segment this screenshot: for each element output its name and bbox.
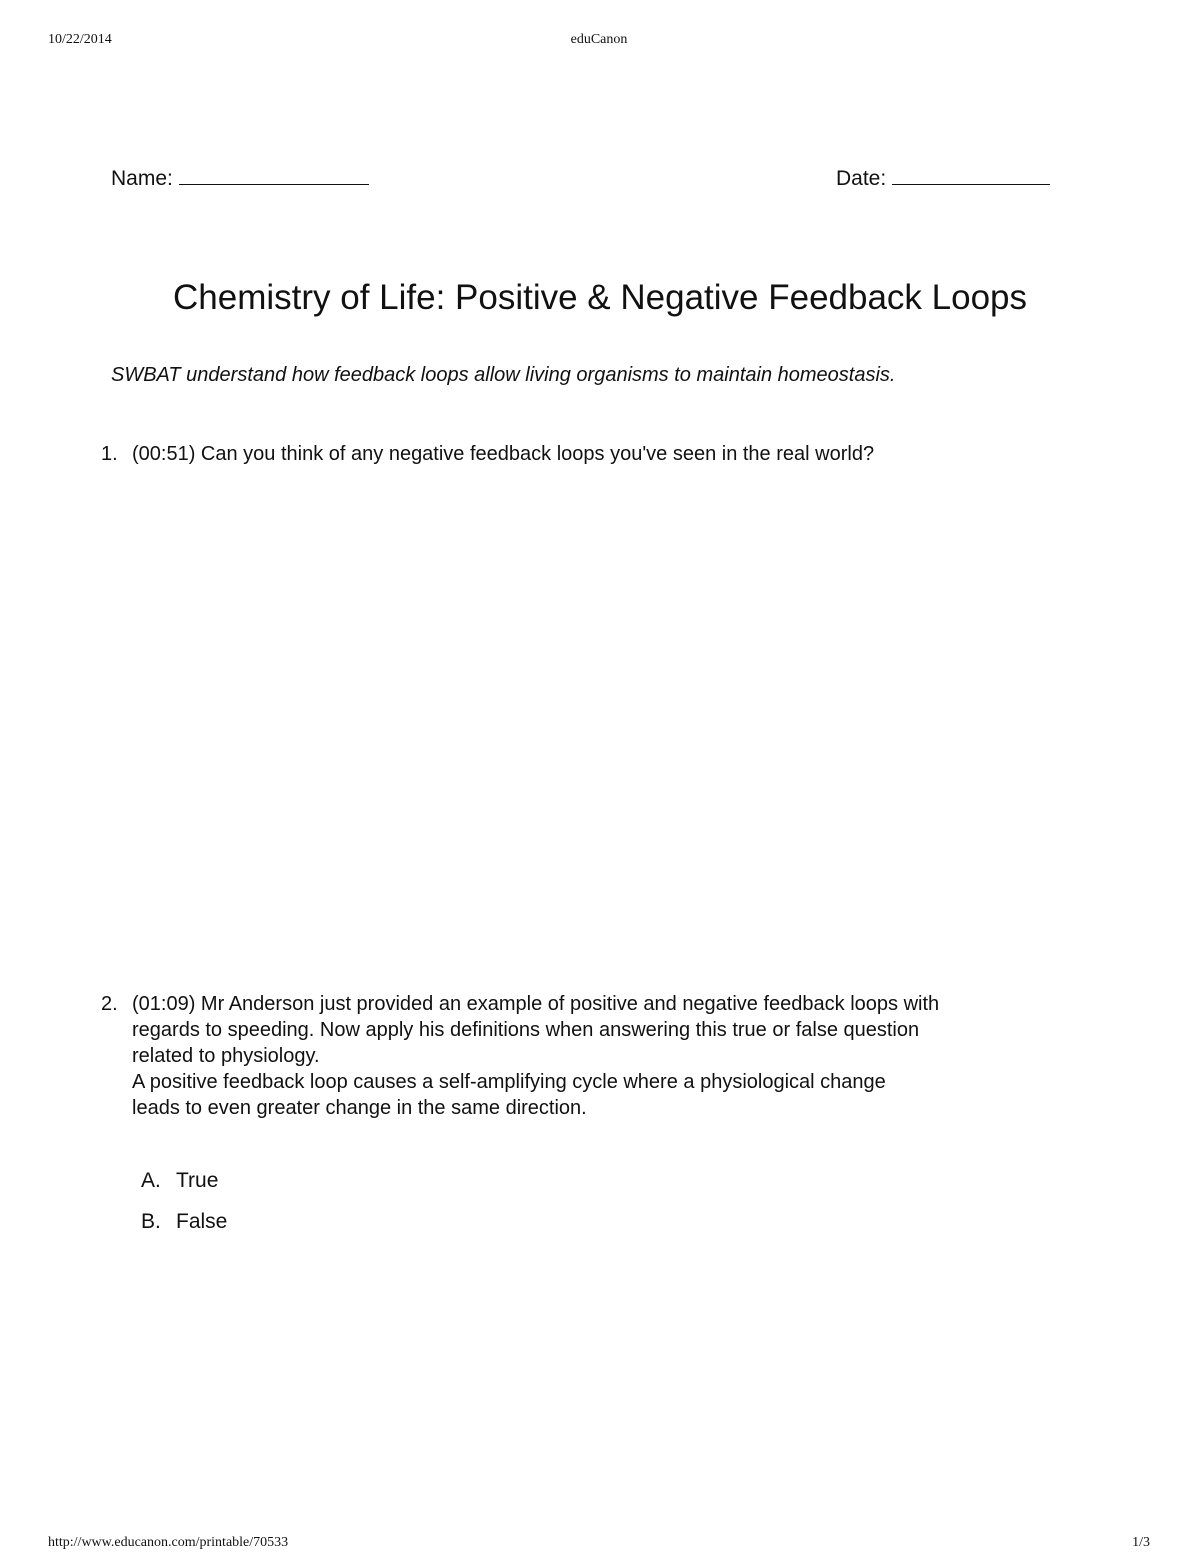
- date-field: [836, 166, 1050, 191]
- page-number: 1/3: [1132, 1535, 1150, 1550]
- question-line: regards to speeding. Now apply his definitions when answering this true or false question: [132, 1019, 920, 1041]
- worksheet-title: Chemistry of Life: Positive & Negative Feedback Loops: [172, 278, 1028, 317]
- question-line: (01:09) Mr Anderson just provided an example of positive and negative feedback loops with: [132, 993, 940, 1015]
- date-blank: [892, 166, 1050, 185]
- name-blank: [179, 166, 369, 185]
- answer-choices: [141, 1168, 227, 1250]
- question-1: [101, 441, 1081, 467]
- question-number: 1.: [101, 443, 118, 465]
- print-site-name: eduCanon: [570, 32, 628, 47]
- question-text: [132, 991, 1081, 1121]
- choice-text: False: [176, 1210, 228, 1233]
- print-url[interactable]: http://www.educanon.com/printable/70533: [48, 1535, 289, 1550]
- name-field: [111, 166, 369, 191]
- choice-false[interactable]: [141, 1209, 227, 1250]
- question-number: 2.: [101, 993, 118, 1015]
- choice-letter: B.: [141, 1210, 161, 1233]
- date-label: Date:: [836, 167, 887, 190]
- print-date: 10/22/2014: [48, 32, 112, 47]
- print-header: [48, 32, 1150, 50]
- learning-objective: SWBAT understand how feedback loops allow living organisms to maintain homeostasis.: [111, 364, 896, 386]
- name-label: Name:: [111, 167, 173, 190]
- choice-text: True: [176, 1169, 219, 1192]
- question-line: A positive feedback loop causes a self-amplifying cycle where a physiological change: [132, 1071, 886, 1093]
- choice-true[interactable]: [141, 1168, 227, 1209]
- print-footer: [48, 1535, 1150, 1553]
- question-2: [101, 991, 1081, 1121]
- choice-letter: A.: [141, 1169, 161, 1192]
- question-line: leads to even greater change in the same direction.: [132, 1097, 587, 1119]
- question-line: related to physiology.: [132, 1045, 320, 1067]
- question-line: (00:51) Can you think of any negative feedback loops you've seen in the real world?: [132, 443, 875, 465]
- question-text: [132, 441, 1081, 467]
